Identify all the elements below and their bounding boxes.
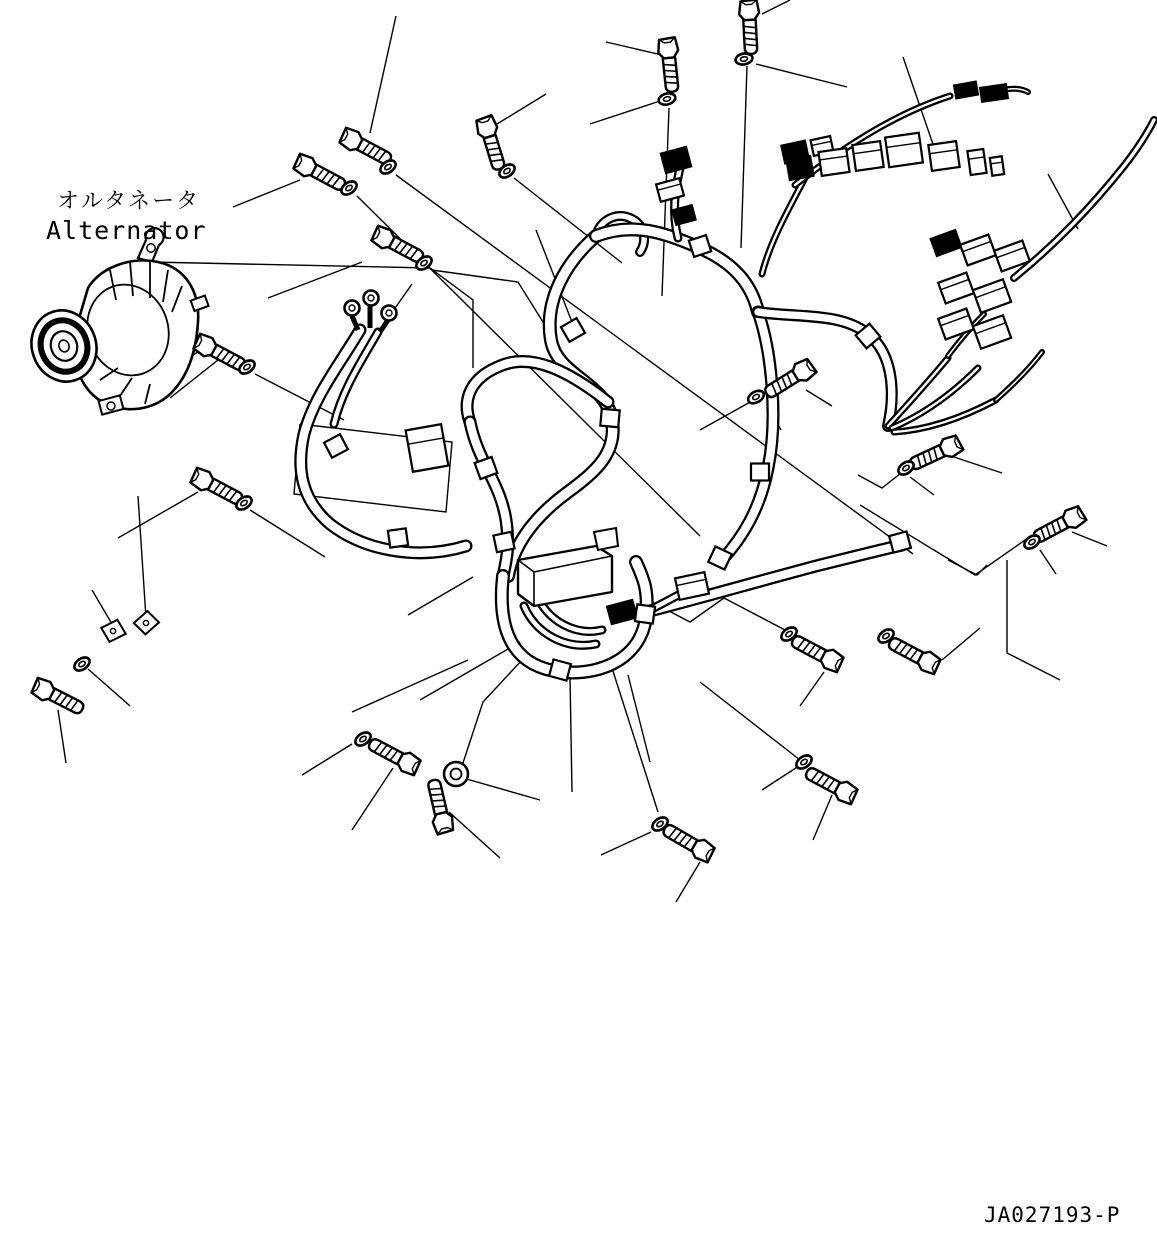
connector-block-icon-shape	[990, 156, 1004, 175]
bolt-icon	[738, 0, 761, 54]
ring-terminals-shape	[349, 305, 355, 311]
leader-line	[741, 66, 747, 248]
harness-clip-icon	[133, 609, 161, 636]
leader-line	[118, 492, 198, 538]
harness-tube-core	[722, 312, 773, 560]
wiring-harness	[301, 89, 1154, 673]
fasteners	[30, 0, 1088, 864]
leader-line	[800, 672, 824, 706]
bolt-icon	[292, 152, 349, 195]
clamp-band-icon	[751, 464, 769, 481]
connector-block-icon	[406, 424, 449, 472]
leader-line	[462, 660, 522, 766]
connector-block-icon	[967, 149, 986, 175]
connector-block-icon-shape	[954, 82, 978, 99]
connector-block-icon-shape	[607, 600, 637, 624]
leader-line	[700, 401, 752, 430]
bolt-icon	[802, 763, 859, 806]
leader-line	[138, 496, 146, 618]
clamp-band-icon-shape	[324, 434, 348, 457]
connector-block-icon	[885, 133, 923, 167]
clamp-band-icon-shape	[751, 464, 769, 481]
bolt-icon	[660, 820, 717, 864]
connector-block-icon-shape	[675, 572, 709, 600]
connector-block-icon	[938, 273, 974, 304]
leader-line	[590, 101, 660, 124]
clamp-band-icon	[549, 659, 571, 680]
alternator-figure-shape	[147, 244, 155, 252]
leader-line	[756, 64, 847, 87]
leader-line	[948, 455, 1002, 473]
leader-line	[370, 16, 396, 133]
leader-line	[268, 262, 362, 298]
leader-line	[420, 642, 520, 700]
connector-block-icon	[607, 600, 637, 624]
clamp-band-icon-shape	[549, 659, 571, 680]
leader-line	[449, 812, 500, 858]
leader-line	[1007, 560, 1060, 680]
bolt-icon	[365, 734, 422, 777]
drawing-number: JA027193-P	[984, 1203, 1121, 1227]
label-alternator-jp: オルタネータ	[57, 189, 201, 214]
connector-block-icon-shape	[786, 156, 813, 180]
connector-block-icon-shape	[885, 133, 923, 167]
spring-washer-icon	[896, 459, 916, 478]
connector-block-icon-shape	[406, 424, 449, 472]
clamp-band-icon	[600, 409, 619, 428]
clamp-band-icon-shape	[493, 532, 514, 552]
leader-line	[88, 669, 130, 706]
leader-line	[497, 94, 546, 124]
connector-block-icon-shape	[818, 148, 849, 176]
leader-line	[948, 560, 987, 575]
connector-block-icon	[980, 84, 1008, 101]
connector-block-icon-shape	[967, 149, 986, 175]
connector-block-icon-shape	[931, 230, 962, 256]
ring-terminals-shape	[386, 310, 392, 316]
harness-protector-shape	[518, 546, 612, 606]
flat-washer-icon	[444, 762, 468, 786]
leader-line	[233, 180, 300, 207]
leader-line	[942, 628, 980, 660]
clamp-band-icon-shape	[889, 531, 911, 552]
harness-protector-shape	[594, 528, 618, 550]
spring-washer-icon	[657, 92, 676, 107]
bolt-icon	[657, 37, 683, 93]
clamp-band-icon-shape	[388, 528, 408, 547]
leader-line	[432, 270, 553, 338]
leader-line	[806, 390, 832, 406]
leader-line	[352, 660, 468, 712]
connector-block-icon	[928, 141, 959, 171]
connector-block-icon	[954, 82, 978, 99]
leader-line	[302, 744, 352, 775]
leader-line	[58, 710, 66, 763]
connector-block-icon	[973, 279, 1011, 312]
leader-line	[813, 795, 832, 840]
frame-cable	[1014, 120, 1154, 278]
connector-block-icon-shape	[980, 84, 1008, 101]
leader-line	[352, 768, 393, 830]
connector-block-icon	[960, 235, 996, 266]
leader-line	[762, 0, 790, 14]
connector-block-icon-shape	[852, 141, 883, 171]
bolt-icon	[788, 631, 845, 674]
bolt-icon	[474, 115, 509, 172]
connector-block-icon	[990, 156, 1004, 175]
clamp-band-icon-shape	[635, 604, 655, 623]
connector-block-icon	[656, 178, 684, 202]
bolt-icon	[907, 433, 964, 474]
connector-block-icon	[931, 230, 962, 256]
connector-block-icon	[675, 572, 709, 600]
spring-washer-icon	[746, 388, 766, 406]
leader-line	[700, 682, 800, 760]
connector-block-icon-shape	[928, 141, 959, 171]
bolt-icon	[885, 633, 942, 676]
clamp-band-icon-shape	[600, 409, 619, 428]
ring-terminals	[345, 291, 397, 333]
leader-line	[250, 510, 325, 557]
clamp-band-icon	[324, 434, 348, 457]
leader-line	[762, 764, 802, 790]
leader-line	[612, 668, 658, 812]
label-alternator-en: Alternator	[46, 216, 207, 245]
leader-line	[1072, 532, 1107, 546]
spring-washer-icon	[735, 52, 754, 66]
alternator-figure	[22, 228, 209, 414]
leader-line	[676, 862, 700, 902]
leader-line	[408, 577, 473, 615]
frame-cable-core	[1014, 120, 1154, 278]
connector-block-icon-shape	[661, 147, 691, 173]
ring-terminals-shape	[368, 295, 374, 301]
leader-line	[606, 42, 662, 55]
connector-block-icon	[852, 141, 883, 171]
clamp-band-icon	[635, 604, 655, 623]
harness-clip-icon	[101, 619, 127, 643]
connector-block-icon	[661, 147, 691, 173]
leader-line	[860, 505, 1028, 575]
leader-line	[910, 477, 934, 495]
leader-line	[628, 675, 650, 762]
clamp-band-icon	[388, 528, 408, 547]
clamp-band-icon-shape	[561, 318, 585, 342]
spring-washer-icon	[1022, 533, 1042, 552]
clamp-band-icon	[561, 318, 585, 342]
alternator-figure-shape	[107, 402, 115, 410]
connector-block-icon	[818, 148, 849, 176]
leader-line	[1040, 550, 1056, 574]
leader-line	[92, 590, 112, 624]
clamp-band-icon	[493, 532, 514, 552]
harness-protector	[518, 528, 618, 606]
clamp-band-icon	[889, 531, 911, 552]
bolt-icon	[424, 778, 456, 835]
leader-line	[463, 778, 540, 800]
connector-block-icon	[786, 156, 813, 180]
leader-line	[570, 676, 572, 792]
leader-line	[601, 832, 651, 855]
